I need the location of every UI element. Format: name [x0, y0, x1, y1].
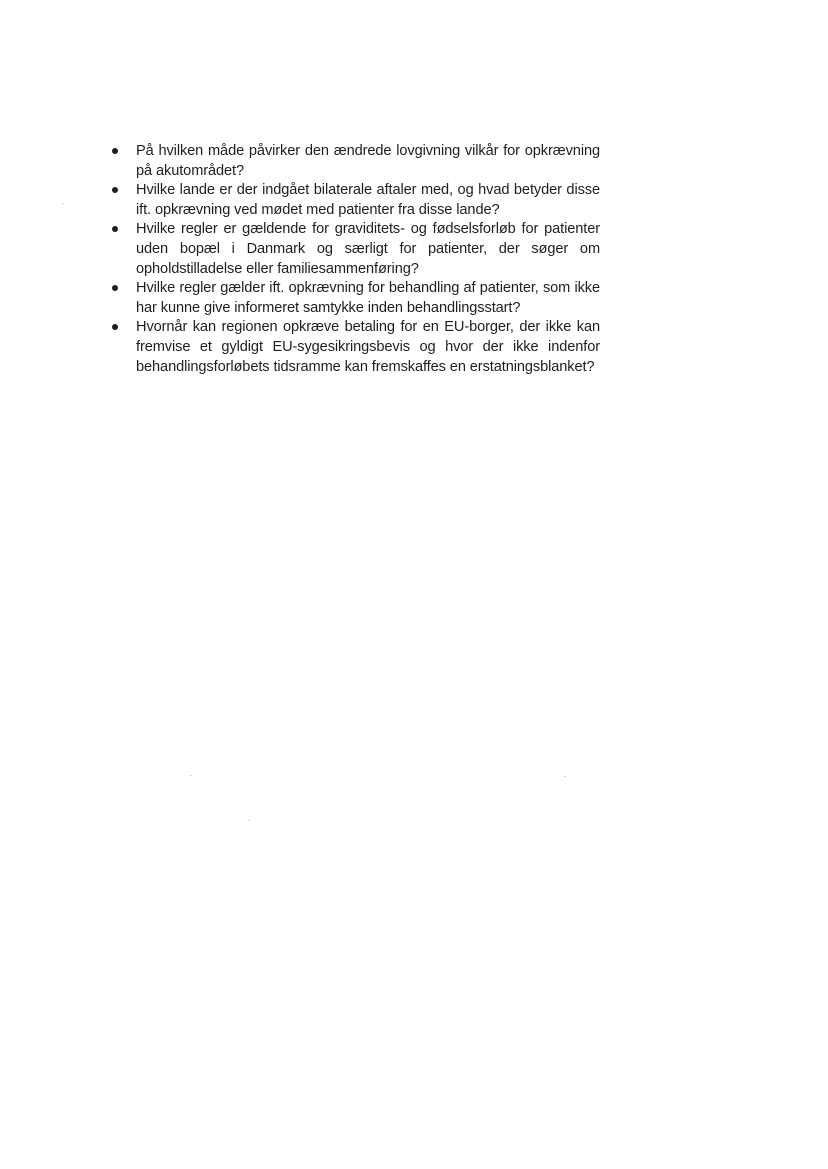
bullet-text-3: Hvilke regler er gældende for graviditets- og fødselsforløb for patienter uden bopæl i Danmark og særligt for patienter, der søger om opholdstilladelse eller familiesammenføring? [136, 221, 600, 277]
bullet-text-5: Hvornår kan regionen opkræve betaling for en EU-borger, der ikke kan fremvise et gyldigt EU-sygesikringsbevis og hvor der ikke indenfor behandlingsforløbets tidsramme kan fremskaffes en erstatningsblanket? [136, 319, 600, 375]
scan-speck [190, 775, 192, 776]
bullet-item-5 [110, 318, 600, 377]
bullet-item-4 [110, 279, 600, 318]
bullet-item-1 [110, 142, 600, 181]
bullet-dot-icon [112, 148, 118, 154]
scan-speck [564, 776, 566, 777]
question-bullet-list [110, 142, 600, 377]
bullet-dot-icon [112, 285, 118, 291]
scan-speck [248, 820, 250, 821]
bullet-dot-icon [112, 324, 118, 330]
bullet-text-2: Hvilke lande er der indgået bilaterale aftaler med, og hvad betyder disse ift. opkrævning ved mødet med patienter fra disse lande? [136, 182, 600, 218]
bullet-text-1: På hvilken måde påvirker den ændrede lovgivning vilkår for opkrævning på akutområdet? [136, 143, 600, 179]
bullet-item-3 [110, 220, 600, 279]
bullet-item-2 [110, 181, 600, 220]
bullet-dot-icon [112, 226, 118, 232]
scan-speck [62, 203, 64, 204]
bullet-text-4: Hvilke regler gælder ift. opkrævning for behandling af patienter, som ikke har kunne give informeret samtykke inden behandlingsstart? [136, 280, 600, 316]
bullet-dot-icon [112, 187, 118, 193]
